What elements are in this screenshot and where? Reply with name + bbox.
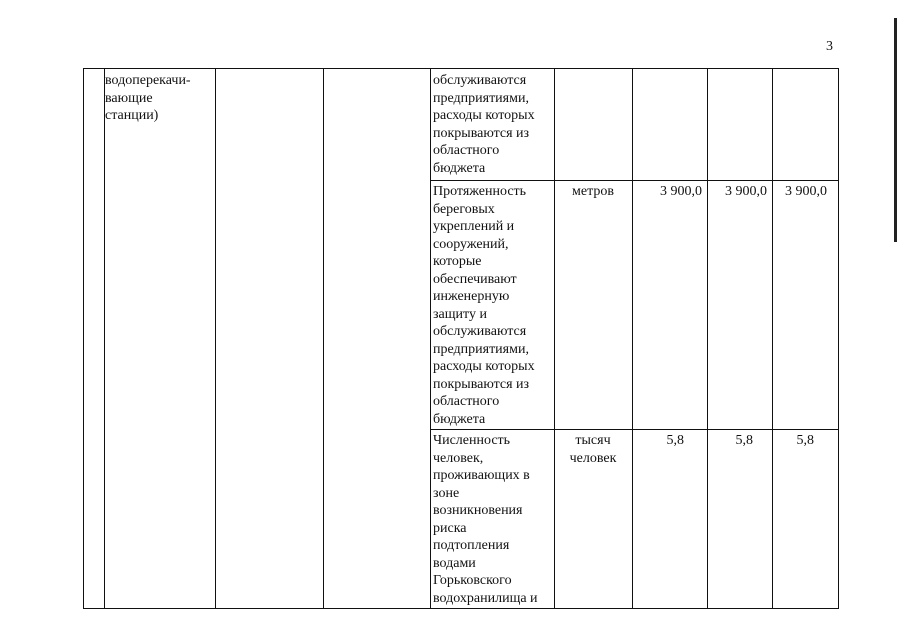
value-cell: 3 900,0 xyxy=(725,184,767,199)
col-border xyxy=(323,68,324,609)
col-border xyxy=(707,68,708,609)
col-border xyxy=(838,68,839,609)
value-cell: 3 900,0 xyxy=(660,184,702,199)
table-bottom-border xyxy=(83,608,838,609)
indicator-cell: обслуживаются предприятиями, расходы которых покрываются из областного бюджета xyxy=(433,73,535,176)
col-border xyxy=(104,68,105,609)
row-divider xyxy=(430,429,838,430)
object-name-cell: водоперекачи- вающие станции) xyxy=(105,73,191,123)
value-cell: 5,8 xyxy=(666,433,684,448)
row-divider xyxy=(430,180,838,181)
value-cell: 3 900,0 xyxy=(785,184,827,199)
col-border xyxy=(430,68,431,609)
table-top-border xyxy=(83,68,838,69)
col-border xyxy=(772,68,773,609)
scan-edge-mark xyxy=(894,18,897,242)
col-border xyxy=(215,68,216,609)
col-border xyxy=(632,68,633,609)
value-cell: 5,8 xyxy=(735,433,753,448)
unit-cell: тысяч человек xyxy=(569,433,617,466)
col-border xyxy=(83,68,84,609)
col-border xyxy=(554,68,555,609)
value-cell: 5,8 xyxy=(796,433,814,448)
page-number: 3 xyxy=(826,39,833,54)
unit-cell: метров xyxy=(572,184,614,199)
indicator-cell: Протяженность береговых укреплений и сооружений, которые обеспечивают инженерную защиту и обслуживаются предприятиями, расходы которых покрываются из областного бюджета xyxy=(433,184,535,427)
indicator-cell: Численность человек, проживающих в зоне возникновения риска подтопления водами Горьковского водохранилища и xyxy=(433,433,538,606)
